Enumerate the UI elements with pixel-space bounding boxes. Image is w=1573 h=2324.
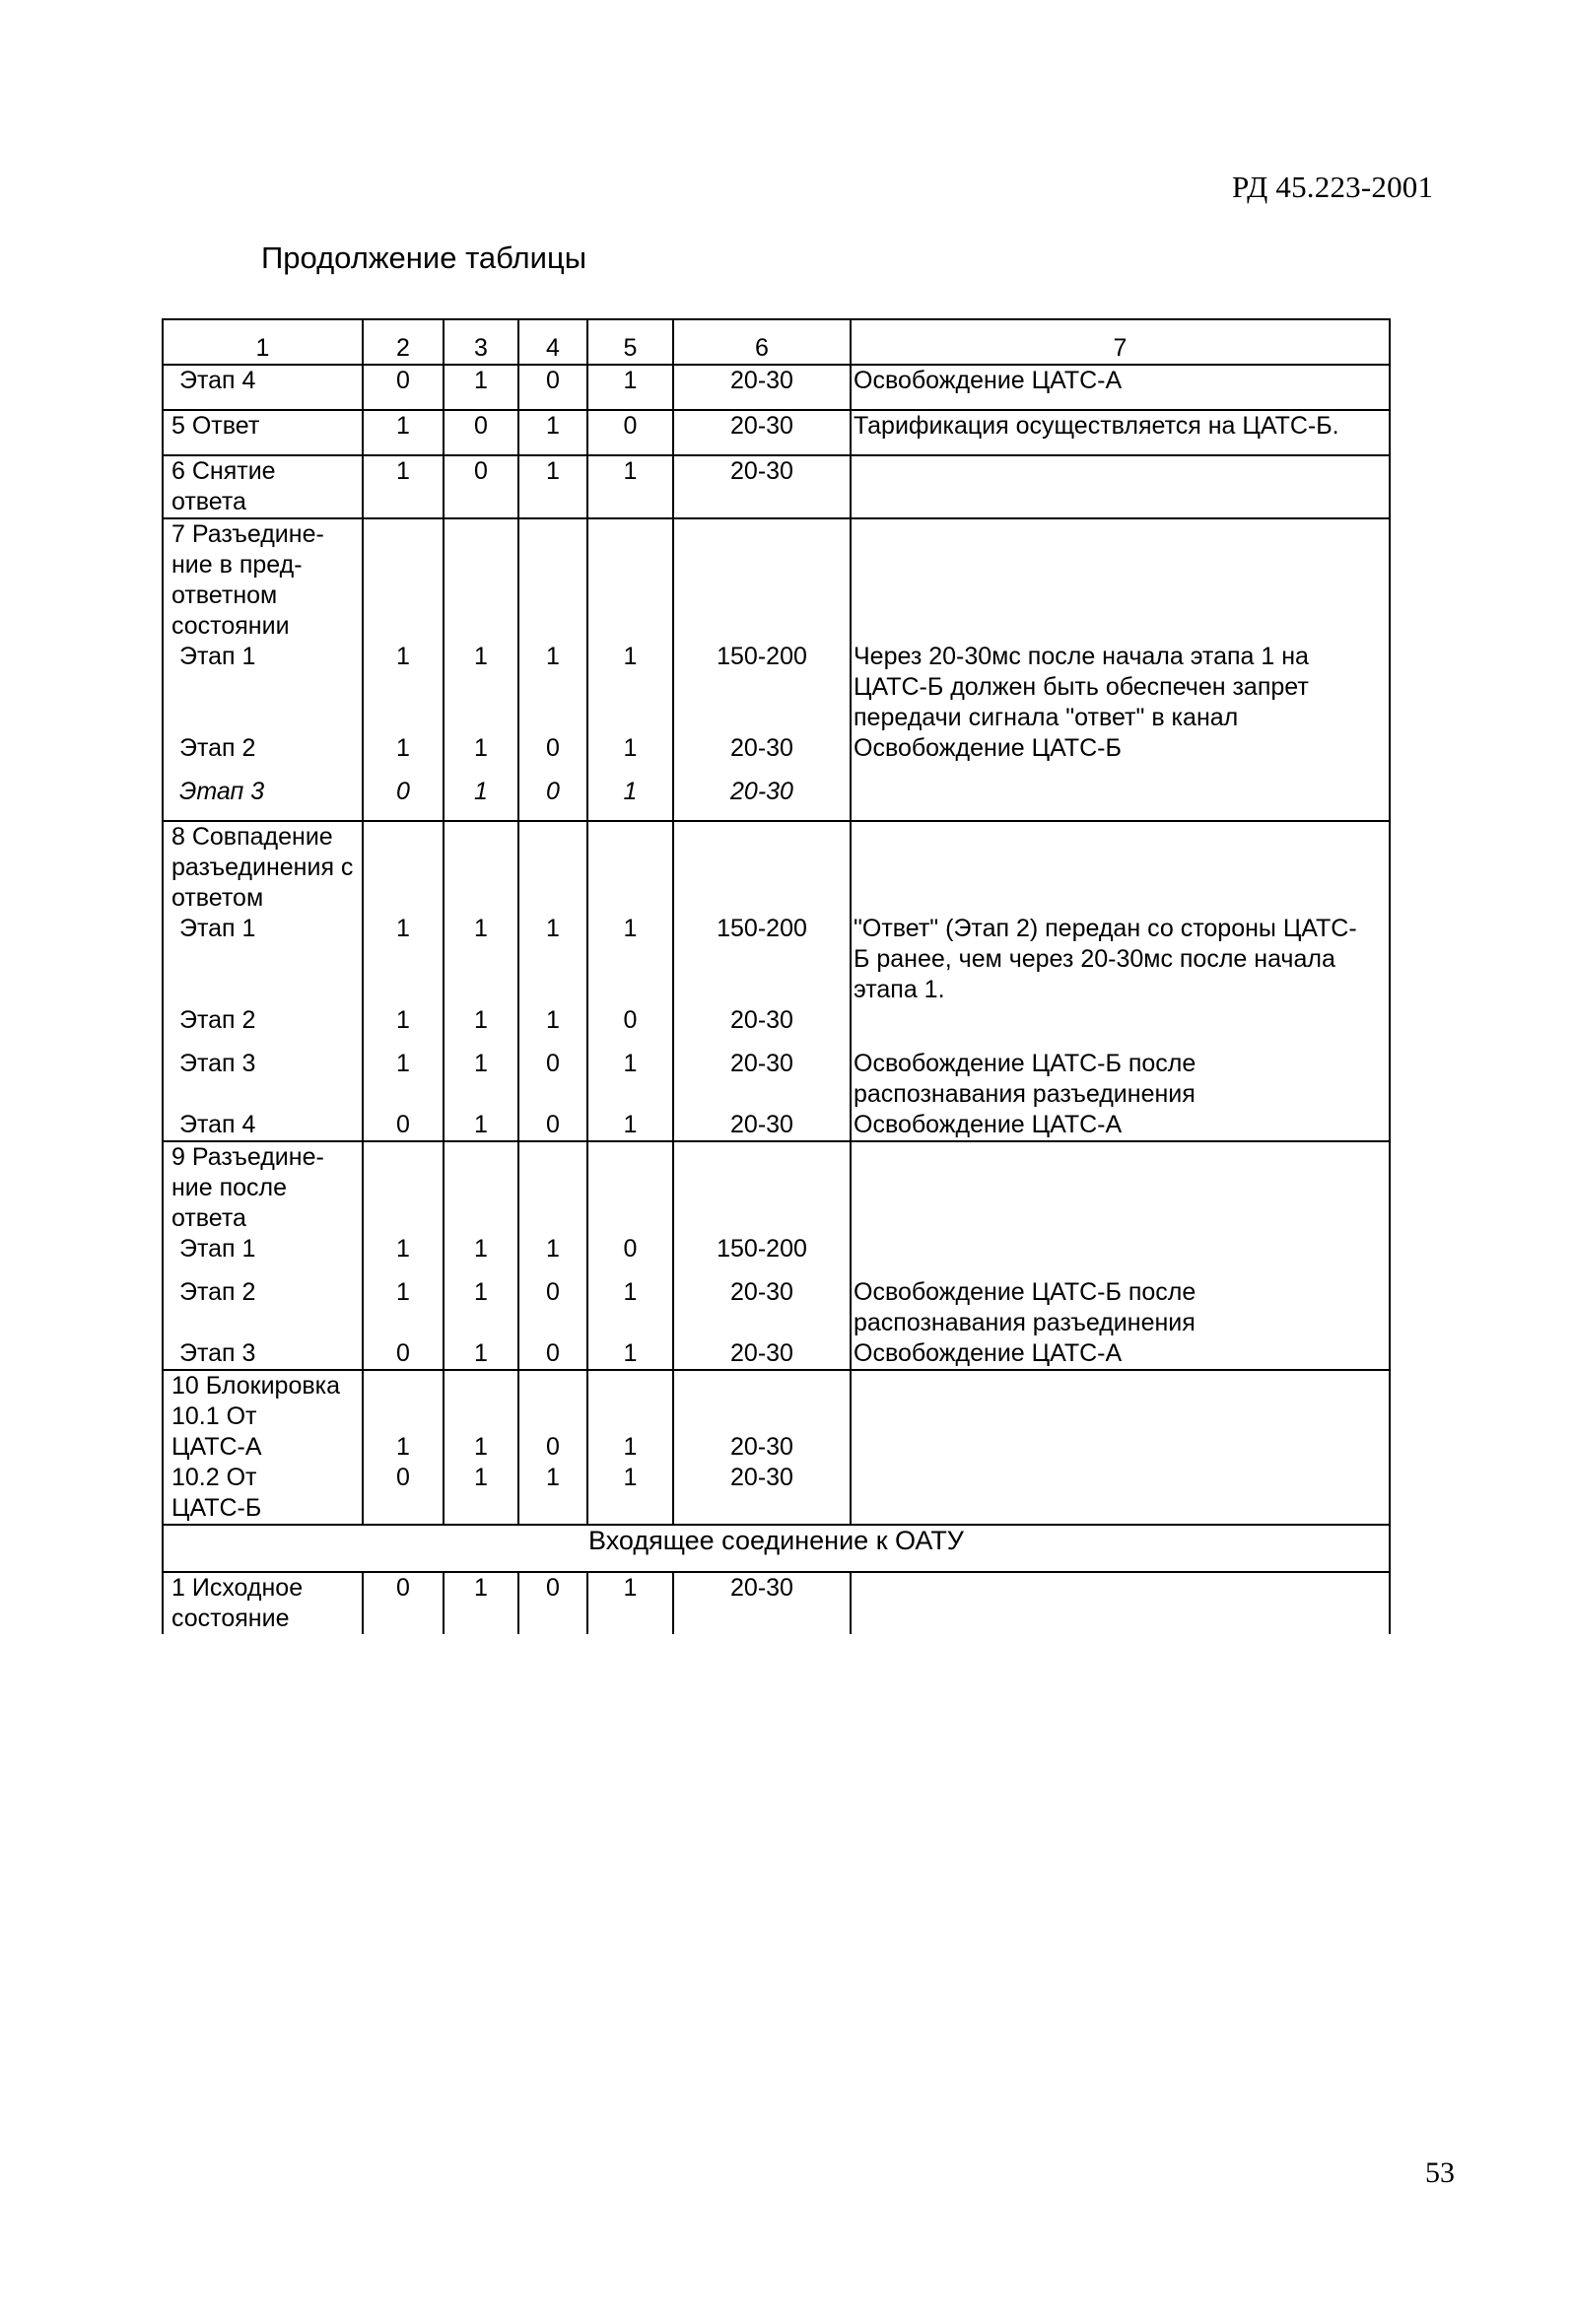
column-header: 7 [851,319,1390,365]
cell-description: "Ответ" (Этап 2) передан со стороны ЦАТС- Б ранее, чем через 20-30мс после начала этапа 1. [851,914,1390,1005]
cell-value: 1 [444,914,518,1005]
cell-group-title: 8 Совпадение разъединения с ответом [163,821,363,914]
table-row [163,410,1390,455]
cell-description [851,1401,1390,1463]
cell-duration: 20-30 [673,365,851,410]
section-title: Входящее соединение к ОАТУ [163,1525,1390,1572]
table-row [163,1401,1390,1463]
cell-value: 0 [518,365,587,410]
table-row [163,1463,1390,1525]
table-row [163,777,1390,821]
cell-description [851,455,1390,518]
cell-description [851,777,1390,821]
cell-value: 0 [518,777,587,821]
cell-value: 1 [444,1277,518,1338]
cell-duration: 20-30 [673,410,851,455]
cell-value: 0 [518,1277,587,1338]
cell-duration: 20-30 [673,1338,851,1370]
cell-description: Освобождение ЦАТС-Б [851,733,1390,777]
cell-value: 1 [518,1463,587,1525]
cell-value: 1 [444,1463,518,1525]
cell-value: 1 [587,642,673,733]
cell-value: 1 [444,733,518,777]
table-row [163,455,1390,518]
cell-value: 0 [518,1110,587,1141]
cell-value: 1 [363,1234,444,1277]
cell-value: 0 [518,1338,587,1370]
cell-description: Освобождение ЦАТС-Б после распознавания разъединения [851,1049,1390,1110]
cell-value: 0 [444,410,518,455]
cell-duration: 150-200 [673,914,851,1005]
table-row [163,1110,1390,1141]
group-row [163,518,1390,642]
cell-value: 1 [518,455,587,518]
page-number: 53 [1425,2156,1455,2189]
column-header: 6 [673,319,851,365]
cell-description: Освобождение ЦАТС-Б после распознавания разъединения [851,1277,1390,1338]
cell-description: Тарификация осуществляется на ЦАТС-Б. [851,410,1390,455]
cell-value: 1 [444,777,518,821]
cell-stage: Этап 3 [163,1338,363,1370]
column-header: 2 [363,319,444,365]
cell-stage: Этап 1 [163,1234,363,1277]
cell-stage: Этап 1 [163,914,363,1005]
section-row [163,1525,1390,1572]
cell-value: 1 [518,410,587,455]
cell-value: 1 [444,1005,518,1049]
table-row [163,1049,1390,1110]
table-row [163,365,1390,410]
cell-duration: 20-30 [673,777,851,821]
cell-value: 1 [363,1277,444,1338]
cell-description: Через 20-30мс после начала этапа 1 на ЦАТС-Б должен быть обеспечен запрет передачи сигнала "ответ" в канал [851,642,1390,733]
cell-value: 0 [587,1234,673,1277]
table-row [163,733,1390,777]
cell-description [851,1572,1390,1634]
cell-stage: 6 Снятие ответа [163,455,363,518]
column-header: 4 [518,319,587,365]
cell-stage: Этап 2 [163,1277,363,1338]
column-header: 3 [444,319,518,365]
cell-value: 0 [444,455,518,518]
group-row [163,821,1390,914]
cell-value: 0 [518,1049,587,1110]
cell-duration: 20-30 [673,1572,851,1634]
cell-value: 1 [444,642,518,733]
cell-duration: 150-200 [673,642,851,733]
cell-value: 0 [587,410,673,455]
cell-value: 0 [363,365,444,410]
cell-group-title: 7 Разъедине- ние в пред- ответном состоянии [163,518,363,642]
cell-description: Освобождение ЦАТС-А [851,365,1390,410]
cell-duration: 20-30 [673,455,851,518]
cell-value: 1 [587,777,673,821]
cell-value: 1 [518,914,587,1005]
cell-value: 0 [363,1463,444,1525]
cell-value: 1 [363,914,444,1005]
cell-value: 1 [587,1338,673,1370]
cell-duration: 20-30 [673,1401,851,1463]
cell-value: 1 [587,914,673,1005]
signal-table [162,318,1391,1634]
cell-value: 1 [444,1234,518,1277]
cell-value: 1 [363,1401,444,1463]
cell-stage: Этап 3 [163,777,363,821]
cell-value: 1 [518,642,587,733]
cell-value: 0 [363,1338,444,1370]
cell-value: 0 [587,1005,673,1049]
cell-stage: Этап 2 [163,733,363,777]
cell-duration: 20-30 [673,1110,851,1141]
cell-value: 1 [444,1110,518,1141]
cell-value: 1 [444,1572,518,1634]
cell-value: 1 [518,1005,587,1049]
cell-value: 1 [363,733,444,777]
cell-stage: 10.1 От ЦАТС-А [163,1401,363,1463]
cell-value: 0 [363,1110,444,1141]
cell-stage: 1 Исходное состояние [163,1572,363,1634]
cell-value: 0 [518,733,587,777]
cell-value: 1 [587,1110,673,1141]
table-row [163,642,1390,733]
document-code: РД 45.223-2001 [1232,170,1434,204]
cell-value: 1 [518,1234,587,1277]
cell-value: 1 [587,1401,673,1463]
cell-value: 1 [587,1463,673,1525]
cell-value: 0 [363,777,444,821]
cell-duration: 20-30 [673,1049,851,1110]
cell-value: 1 [587,365,673,410]
cell-stage: Этап 4 [163,365,363,410]
cell-value: 1 [587,733,673,777]
table-row [163,1572,1390,1634]
cell-stage: 10.2 От ЦАТС-Б [163,1463,363,1525]
cell-value: 0 [518,1572,587,1634]
cell-value: 1 [444,1338,518,1370]
cell-value: 1 [363,642,444,733]
table-row [163,1277,1390,1338]
table-row [163,914,1390,1005]
cell-stage: Этап 1 [163,642,363,733]
column-header: 1 [163,319,363,365]
table-row [163,1005,1390,1049]
table-row [163,1234,1390,1277]
cell-description [851,1234,1390,1277]
cell-duration: 20-30 [673,1005,851,1049]
cell-value: 1 [444,1401,518,1463]
column-header: 5 [587,319,673,365]
cell-duration: 20-30 [673,733,851,777]
cell-value: 1 [363,1049,444,1110]
cell-value: 1 [363,455,444,518]
group-row [163,1370,1390,1401]
cell-stage: Этап 3 [163,1049,363,1110]
cell-value: 0 [518,1401,587,1463]
cell-value: 1 [587,1572,673,1634]
cell-group-title: 9 Разъедине- ние после ответа [163,1141,363,1234]
cell-description: Освобождение ЦАТС-А [851,1110,1390,1141]
cell-stage: Этап 4 [163,1110,363,1141]
cell-value: 1 [587,1277,673,1338]
table-row [163,1338,1390,1370]
cell-description [851,1463,1390,1525]
cell-description: Освобождение ЦАТС-А [851,1338,1390,1370]
cell-value: 0 [363,1572,444,1634]
cell-duration: 20-30 [673,1277,851,1338]
cell-value: 1 [444,1049,518,1110]
cell-value: 1 [363,410,444,455]
cell-value: 1 [363,1005,444,1049]
cell-duration: 150-200 [673,1234,851,1277]
cell-value: 1 [444,365,518,410]
cell-duration: 20-30 [673,1463,851,1525]
cell-group-title: 10 Блокировка [163,1370,363,1401]
cell-stage: 5 Ответ [163,410,363,455]
table-header-row [163,319,1390,365]
cell-value: 1 [587,1049,673,1110]
table-caption: Продолжение таблицы [261,240,586,275]
cell-description [851,1005,1390,1049]
cell-stage: Этап 2 [163,1005,363,1049]
cell-value: 1 [587,455,673,518]
group-row [163,1141,1390,1234]
